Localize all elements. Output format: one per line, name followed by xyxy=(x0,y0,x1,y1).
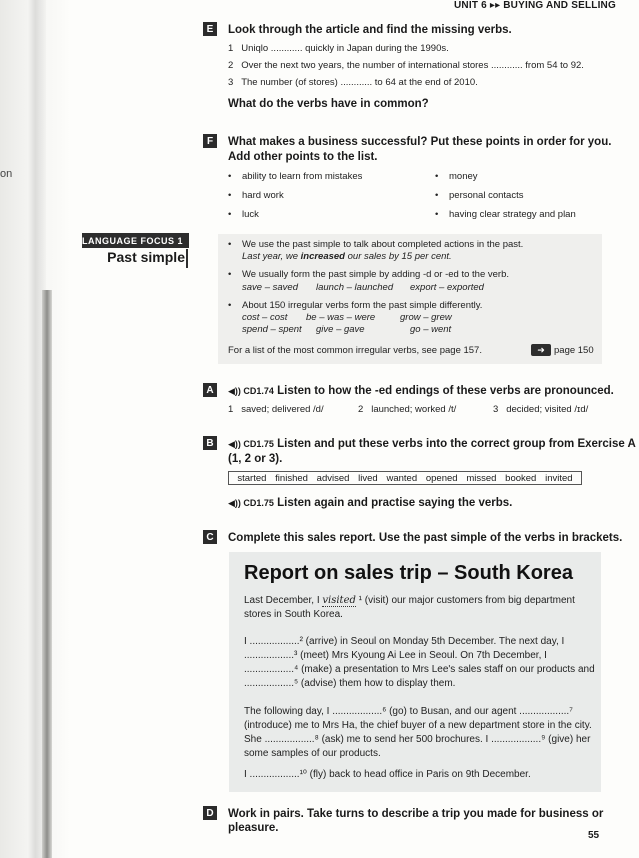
point-right-1: • money xyxy=(449,170,478,183)
exercise-a-item-2: 2 launched; worked /t/ xyxy=(358,404,457,415)
verb-item: invited xyxy=(545,472,573,484)
page-number: 55 xyxy=(588,830,600,841)
lf-note: For a list of the most common irregular verbs, see page 157. xyxy=(228,345,482,356)
report-paragraph-4: I ..................¹⁰ (fly) back to head office in Paris on 9th December. xyxy=(244,769,531,780)
lf-example-3b: be – was – were xyxy=(306,312,376,323)
handwritten-answer: visited xyxy=(322,595,356,606)
exercise-f-badge: F xyxy=(203,134,217,148)
page-ref-link[interactable]: page 150 xyxy=(554,345,594,356)
lf-example-3f: go – went xyxy=(410,324,452,335)
lf-example-3a: cost – cost xyxy=(242,312,288,323)
audio-speaker-icon[interactable]: ◀)) CD1.74 xyxy=(228,386,274,396)
report-paragraph-3: The following day, I ..................⁶ (go) to Busan, and our agent ..................⁷ (introduce) me to Mrs Ha, the chief buyer of a new department store in the city. She ..................⁸ (ask) me to send her 500 brochures. I ..................⁹ (give) her some samples of our products. xyxy=(244,706,592,759)
verb-item: booked xyxy=(505,472,537,484)
exercise-b-badge: B xyxy=(203,436,217,450)
page-fold xyxy=(42,290,52,858)
exercise-e-item-1: 1 Uniqlo ............ quickly in Japan during the 1990s. xyxy=(228,43,449,54)
lf-rule-1: • We use the past simple to talk about completed actions in the past. xyxy=(242,238,523,251)
verb-item: started xyxy=(237,472,267,484)
audio-speaker-icon[interactable]: ◀)) CD1.75 xyxy=(228,439,274,449)
exercise-c-badge: C xyxy=(203,530,217,544)
exercise-d-question: Work in pairs. Take turns to describe a trip you made for business or pleasure. xyxy=(228,808,604,834)
report-title: Report on sales trip – South Korea xyxy=(244,562,573,584)
lf-example-2b: launch – launched xyxy=(316,282,394,293)
point-right-3: • having clear strategy and plan xyxy=(449,208,576,221)
exercise-e-badge: E xyxy=(203,22,217,36)
lf-example-3d: spend – spent xyxy=(242,324,302,335)
exercise-f-question-1: What makes a business successful? Put these points in order for you. xyxy=(228,136,612,148)
report-paragraph-1: Last December, I visited ¹ (visit) our major customers from big department stores in South Korea. xyxy=(244,595,575,620)
exercise-e-item-3: 3 The number (of stores) ............ to 64 at the end of 2010. xyxy=(228,77,478,88)
language-focus-bar xyxy=(186,249,188,268)
exercise-a-question: ◀)) CD1.74 Listen to how the -ed endings of these verbs are pronounced. xyxy=(228,385,614,397)
verb-item: lived xyxy=(358,472,378,484)
verb-item: missed xyxy=(466,472,497,484)
exercise-a-item-1: 1 saved; delivered /d/ xyxy=(228,404,324,415)
lf-example-1: Last year, we increased our sales by 15 per cent. xyxy=(242,251,452,262)
unit-header: UNIT 6 ▸▸ BUYING AND SELLING xyxy=(454,0,616,11)
point-right-2: • personal contacts xyxy=(449,189,523,202)
exercise-e-followup: What do the verbs have in common? xyxy=(228,98,429,110)
exercise-b-question-2: (1, 2 or 3). xyxy=(228,453,283,465)
point-left-2: • hard work xyxy=(242,189,284,202)
lf-rule-2: • We usually form the past simple by adding -d or -ed to the verb. xyxy=(242,268,509,281)
language-focus-title: Past simple xyxy=(107,249,185,265)
exercise-b-followup: ◀)) CD1.75 Listen again and practise saying the verbs. xyxy=(228,497,513,509)
lf-example-3c: grow – grew xyxy=(400,312,452,323)
verb-item: finished xyxy=(275,472,308,484)
verb-item: opened xyxy=(425,472,458,484)
lf-rule-3: • About 150 irregular verbs form the past simple differently. xyxy=(242,299,482,312)
exercise-a-badge: A xyxy=(203,383,217,397)
audio-speaker-icon[interactable]: ◀)) CD1.75 xyxy=(228,498,274,508)
exercise-e-item-2: 2 Over the next two years, the number of international stores ............ from 54 to 92. xyxy=(228,60,584,71)
exercise-b-question-1: ◀)) CD1.75 Listen and put these verbs into the correct group from Exercise A xyxy=(228,438,636,450)
report-paragraph-2: I ..................² (arrive) in Seoul on Monday 5th December. The next day, I ..................³ (meet) Mrs Kyoung Ai Lee in Seoul. On 7th December, I ..................⁴ (make) a presentation to Mrs Lee's sales staff on our products and ..................⁵ (advise) them how to display them. xyxy=(244,636,595,689)
lf-example-2a: save – saved xyxy=(242,282,298,293)
verb-item: wanted xyxy=(386,472,418,484)
language-focus-tag: LANGUAGE FOCUS 1 xyxy=(82,233,189,248)
exercise-f-question-2: Add other points to the list. xyxy=(228,151,378,163)
verb-list-box xyxy=(228,471,582,485)
page-arrow-icon[interactable]: ➜ xyxy=(531,344,551,356)
exercise-d-badge: D xyxy=(203,806,217,820)
exercise-e-question: Look through the article and find the missing verbs. xyxy=(228,24,512,36)
point-left-3: • luck xyxy=(242,208,259,221)
point-left-1: • ability to learn from mistakes xyxy=(242,170,362,183)
exercise-a-item-3: 3 decided; visited /ɪd/ xyxy=(493,404,589,415)
lf-example-2c: export – exported xyxy=(410,282,484,293)
adjacent-page-text: on xyxy=(0,168,13,180)
verb-item: advised xyxy=(316,472,350,484)
lf-example-3e: give – gave xyxy=(316,324,365,335)
exercise-c-question: Complete this sales report. Use the past simple of the verbs in brackets. xyxy=(228,532,623,544)
